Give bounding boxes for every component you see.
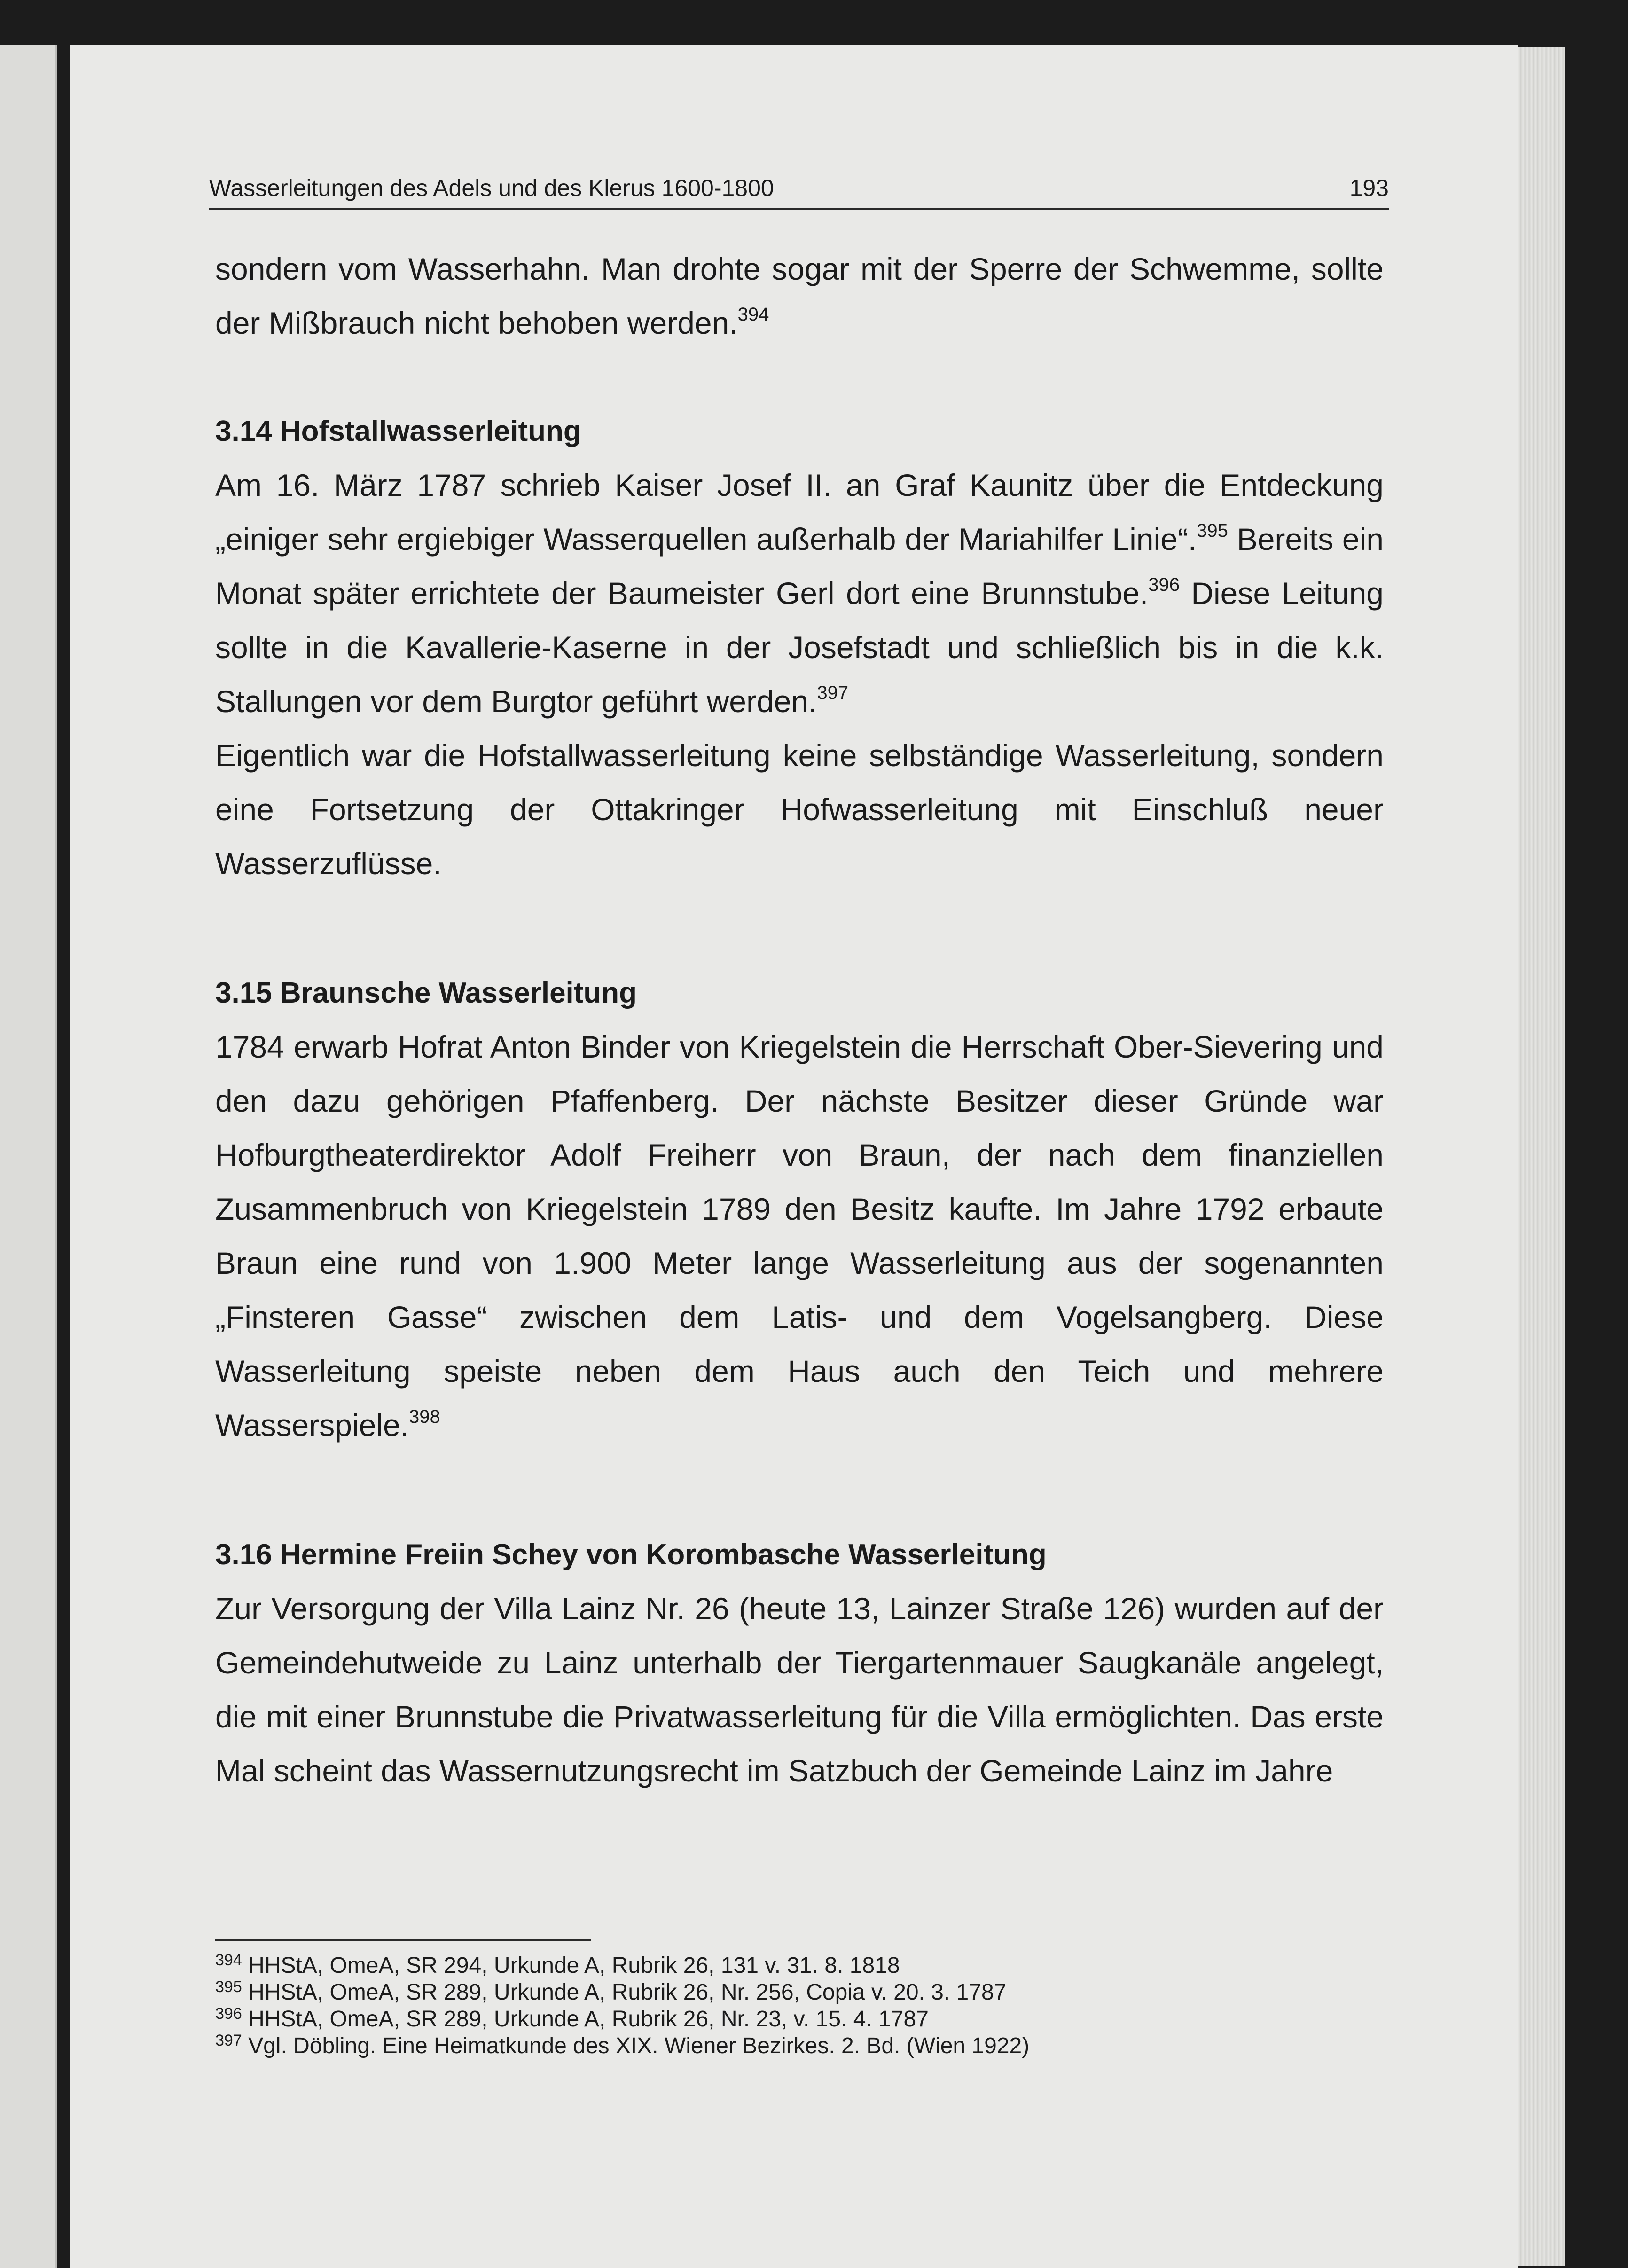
section-heading-3-14: 3.14 Hofstallwasserleitung [215, 415, 581, 447]
section-heading-3-16: 3.16 Hermine Freiin Schey von Korombasche Wasserleitung [215, 1538, 1047, 1571]
footnote-ref-395: 395 [1197, 520, 1228, 541]
footnote-ref-397: 397 [817, 683, 849, 703]
footnote-item: $^{396}$ HHStA, OmeA, SR 289, Urkunde A, Rubrik 26, Nr. 23, v. 15. 4. 1787 [215, 2005, 929, 2032]
footnote-ref-394: 394 [737, 304, 769, 325]
footnote-item: $^{397}$ Vgl. Döbling. Eine Heimatkunde des XIX. Wiener Bezirkes. 2. Bd. (Wien 1922) [215, 2032, 1030, 2058]
section-3-16-paragraph-1: Zur Versorgung der Villa Lainz Nr. 26 (heute 13, Lainzer Straße 126) wurden auf der Gemeindehutweide zu Lainz unterhalb der Tiergartenmauer Saugkanäle angelegt, die mit einer Brunnstube die Privatwasserleitung für die Villa ermöglichten. Das erste Mal scheint das Wassernutzungsrecht im Satzbuch der Gemeinde Lainz im Jahre [215, 1591, 1384, 1788]
book-page [70, 45, 1518, 2268]
page-number: 193 [1349, 175, 1389, 201]
section-3-14-paragraph-2: Eigentlich war die Hofstallwasserleitung keine selbständige Wasserleitung, sondern eine Fortsetzung der Ottakringer Hofwasserleitung mit Einschluß neuer Wasserzuflüsse. [215, 738, 1384, 881]
footnote-ref-398: 398 [409, 1406, 440, 1427]
footnote-item: $^{395}$ HHStA, OmeA, SR 289, Urkunde A, Rubrik 26, Nr. 256, Copia v. 20. 3. 1787 [215, 1978, 1007, 2005]
section-3-14-paragraph-1: Am 16. März 1787 schrieb Kaiser Josef II. an Graf Kaunitz über die Entdeckung „einiger sehr ergiebiger Wasserquellen außerhalb der Mariahilfer Linie“.$^{395}$ Bereits ein Monat später errichtete der Baumeister Gerl dort eine Brunnstube.$^{396}$ Diese Leitung sollte in die Kavallerie-Kaserne in der Josefstadt und schließlich bis in die k.k. Stallungen vor dem Burgtor geführt werden.$^{397}$ [215, 468, 1384, 719]
footnote-ref-396: 396 [1148, 574, 1180, 595]
intro-paragraph: sondern vom Wasserhahn. Man drohte sogar mit der Sperre der Schwemme, sollte der Mißbrauch nicht behoben werden.$^{394}$ [215, 251, 1384, 340]
section-3-15-paragraph-1: 1784 erwarb Hofrat Anton Binder von Kriegelstein die Herrschaft Ober-Sievering und den dazu gehörigen Pfaffenberg. Der nächste Besitzer dieser Gründe war Hofburgtheaterdirektor Adolf Freiherr von Braun, der nach dem finanziellen Zusammenbruch von Kriegelstein 1789 den Besitz kaufte. Im Jahre 1792 erbaute Braun eine rund von 1.900 Meter lange Wasserleitung aus der sogenannten „Finsteren Gasse“ zwischen dem Latis- und dem Vogelsangberg. Diese Wasserleitung speiste neben dem Haus auch den Teich und mehrere Wasserspiele.$^{398}$ [215, 1029, 1384, 1443]
running-head [209, 171, 1389, 210]
running-head-title: Wasserleitungen des Adels und des Klerus 1600-1800 [209, 175, 774, 201]
section-heading-3-15: 3.15 Braunsche Wasserleitung [215, 977, 637, 1009]
footnote-item: $^{394}$ HHStA, OmeA, SR 294, Urkunde A, Rubrik 26, 131 v. 31. 8. 1818 [215, 1951, 900, 1978]
left-page-edge [0, 45, 57, 2268]
footnotes [215, 1952, 1384, 2059]
footnote-divider [215, 1939, 591, 1941]
body-text [215, 242, 1384, 1798]
